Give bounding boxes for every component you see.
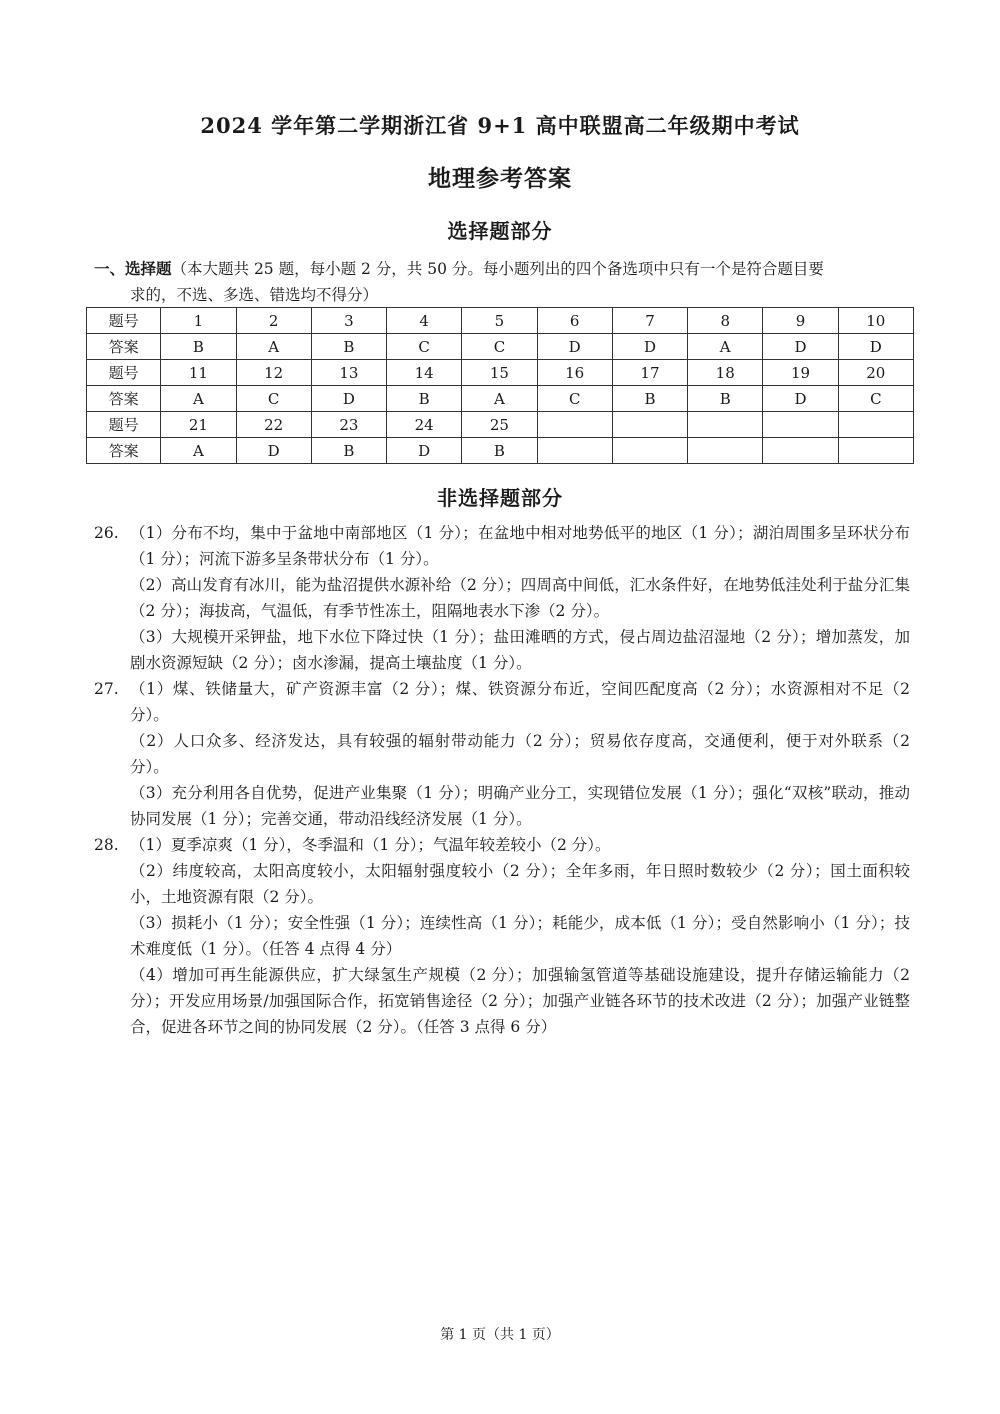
answer-cell: B <box>311 334 386 360</box>
question-number: 27. <box>94 680 119 698</box>
table-row-label: 题号 <box>87 412 161 438</box>
question-number-cell: 19 <box>763 360 838 386</box>
question-number-cell: 11 <box>161 360 236 386</box>
question-answer <box>94 520 910 676</box>
question-number-cell: 23 <box>311 412 386 438</box>
answer-part: （2）纬度较高，太阳高度较小，太阳辐射强度较小（2 分）；全年多雨，年日照时数较少（2 分）；国土面积较小，土地资源有限（2 分）。 <box>130 862 910 906</box>
page-footer: 第 1 页（共 1 页） <box>440 1327 560 1343</box>
question-answer <box>94 676 910 832</box>
table-row-answer-row <box>87 438 914 464</box>
answer-table <box>86 307 914 464</box>
question-answer <box>94 832 910 1040</box>
question-number-cell: 7 <box>612 308 687 334</box>
answer-part: （2）高山发育有冰川，能为盐沼提供水源补给（2 分）；四周高中间低，汇水条件好，在地势低洼处利于盐分汇集（2 分）；海拔高，气温低，有季节性冻土，阻隔地表水下渗（2 分）。 <box>130 576 910 620</box>
answer-cell: A <box>462 386 537 412</box>
instructions-line-1 <box>94 256 910 282</box>
answer-part: （3）大规模开采钾盐，地下水位下降过快（1 分）；盐田滩晒的方式，侵占周边盐沼湿地（2 分）；增加蒸发，加剧水资源短缺（2 分）；卤水渗漏，提高土壤盐度（1 分）。 <box>130 628 910 672</box>
answer-cell: D <box>838 334 913 360</box>
question-number-cell: 5 <box>462 308 537 334</box>
answer-part: （2）人口众多、经济发达，具有较强的辐射带动能力（2 分）；贸易依存度高，交通便利，便于对外联系（2 分）。 <box>130 732 910 776</box>
answer-part: （4）增加可再生能源供应，扩大绿氢生产规模（2 分）；加强输氢管道等基础设施建设，提升存储运输能力（2 分）；开发应用场景/加强国际合作，拓宽销售途径（2 分）；加强产业链各环节的技术改进（2 分）；加强产业链整合，促进各环节之间的协同发展（2 分）。（任答 3 点得 6 分） <box>130 966 910 1036</box>
question-number-cell: 12 <box>236 360 311 386</box>
page-subtitle: 地理参考答案 <box>428 165 572 192</box>
question-number-cell: 16 <box>537 360 612 386</box>
answer-cell: D <box>311 386 386 412</box>
question-number-cell <box>838 412 913 438</box>
question-number-cell: 25 <box>462 412 537 438</box>
answer-cell <box>537 438 612 464</box>
answer-cell: C <box>537 386 612 412</box>
question-number-cell <box>612 412 687 438</box>
question-number-cell: 17 <box>612 360 687 386</box>
answer-cell: C <box>236 386 311 412</box>
answer-part: （3）损耗小（1 分）；安全性强（1 分）；连续性高（1 分）；耗能少，成本低（1 分）；受自然影响小（1 分）；技术难度低（1 分）。（任答 4 点得 4 分） <box>130 914 910 958</box>
answer-table-body <box>87 308 914 464</box>
question-number-cell <box>537 412 612 438</box>
answer-cell: D <box>537 334 612 360</box>
instructions-text-1: （本大题共 25 题，每小题 2 分，共 50 分。每小题列出的四个备选项中只有一个是符合题目要 <box>171 260 824 278</box>
question-number-cell: 4 <box>387 308 462 334</box>
table-row-answer-row <box>87 386 914 412</box>
answer-cell: A <box>161 386 236 412</box>
question-number-cell <box>688 412 763 438</box>
answer-cell <box>763 438 838 464</box>
question-number-cell: 24 <box>387 412 462 438</box>
answer-cell: D <box>236 438 311 464</box>
answer-cell: B <box>688 386 763 412</box>
question-number-cell: 1 <box>161 308 236 334</box>
answer-part: （1）分布不均，集中于盆地中南部地区（1 分）；在盆地中相对地势低平的地区（1 分）；湖泊周围多呈环状分布（1 分）；河流下游多呈条带状分布（1 分）。 <box>130 524 910 568</box>
answer-cell <box>838 438 913 464</box>
answer-cell: B <box>462 438 537 464</box>
question-number-cell <box>763 412 838 438</box>
question-number-cell: 3 <box>311 308 386 334</box>
answer-cell: C <box>387 334 462 360</box>
question-number-cell: 15 <box>462 360 537 386</box>
answer-cell <box>612 438 687 464</box>
question-number-cell: 21 <box>161 412 236 438</box>
table-row-answer-row <box>87 334 914 360</box>
answer-cell: D <box>387 438 462 464</box>
answer-cell: B <box>387 386 462 412</box>
table-row-label: 题号 <box>87 308 161 334</box>
answer-cell: B <box>311 438 386 464</box>
question-number-cell: 10 <box>838 308 913 334</box>
table-row-label: 答案 <box>87 438 161 464</box>
answer-cell: D <box>612 334 687 360</box>
question-number: 26. <box>94 524 119 542</box>
answer-cell: A <box>688 334 763 360</box>
nonchoice-answers <box>94 520 910 1040</box>
section-heading-choice: 选择题部分 <box>447 219 553 243</box>
answer-part: （1）煤、铁储量大，矿产资源丰富（2 分）；煤、铁资源分布近，空间匹配度高（2 分）；水资源相对不足（2 分）。 <box>130 680 910 724</box>
answer-cell: A <box>161 438 236 464</box>
answer-cell: D <box>763 386 838 412</box>
instructions-line-2: 求的，不选、多选、错选均不得分） <box>130 286 379 304</box>
answer-cell: C <box>462 334 537 360</box>
table-row-number-row <box>87 360 914 386</box>
answer-cell <box>688 438 763 464</box>
table-row-number-row <box>87 308 914 334</box>
question-number-cell: 6 <box>537 308 612 334</box>
answer-part: （1）夏季凉爽（1 分），冬季温和（1 分）；气温年较差较小（2 分）。 <box>130 836 611 854</box>
question-number-cell: 8 <box>688 308 763 334</box>
table-row-label: 答案 <box>87 334 161 360</box>
question-number-cell: 20 <box>838 360 913 386</box>
question-number-cell: 9 <box>763 308 838 334</box>
question-number-cell: 18 <box>688 360 763 386</box>
choice-instructions <box>94 256 910 308</box>
page-title: 2024 学年第二学期浙江省 9+1 高中联盟高二年级期中考试 <box>200 113 800 138</box>
answer-cell: C <box>838 386 913 412</box>
question-number: 28. <box>94 836 119 854</box>
question-number-cell: 2 <box>236 308 311 334</box>
table-row-label: 题号 <box>87 360 161 386</box>
choice-label: 一、选择题 <box>94 259 172 278</box>
answer-part: （3）充分利用各自优势，促进产业集聚（1 分）；明确产业分工，实现错位发展（1 分）；强化“双核”联动，推动协同发展（1 分）；完善交通，带动沿线经济发展（1 分）。 <box>130 784 910 828</box>
section-heading-nonchoice: 非选择题部分 <box>437 486 563 510</box>
table-row-number-row <box>87 412 914 438</box>
question-number-cell: 22 <box>236 412 311 438</box>
answer-cell: A <box>236 334 311 360</box>
answer-cell: B <box>612 386 687 412</box>
answer-cell: B <box>161 334 236 360</box>
question-number-cell: 14 <box>387 360 462 386</box>
answer-cell: D <box>763 334 838 360</box>
table-row-label: 答案 <box>87 386 161 412</box>
question-number-cell: 13 <box>311 360 386 386</box>
